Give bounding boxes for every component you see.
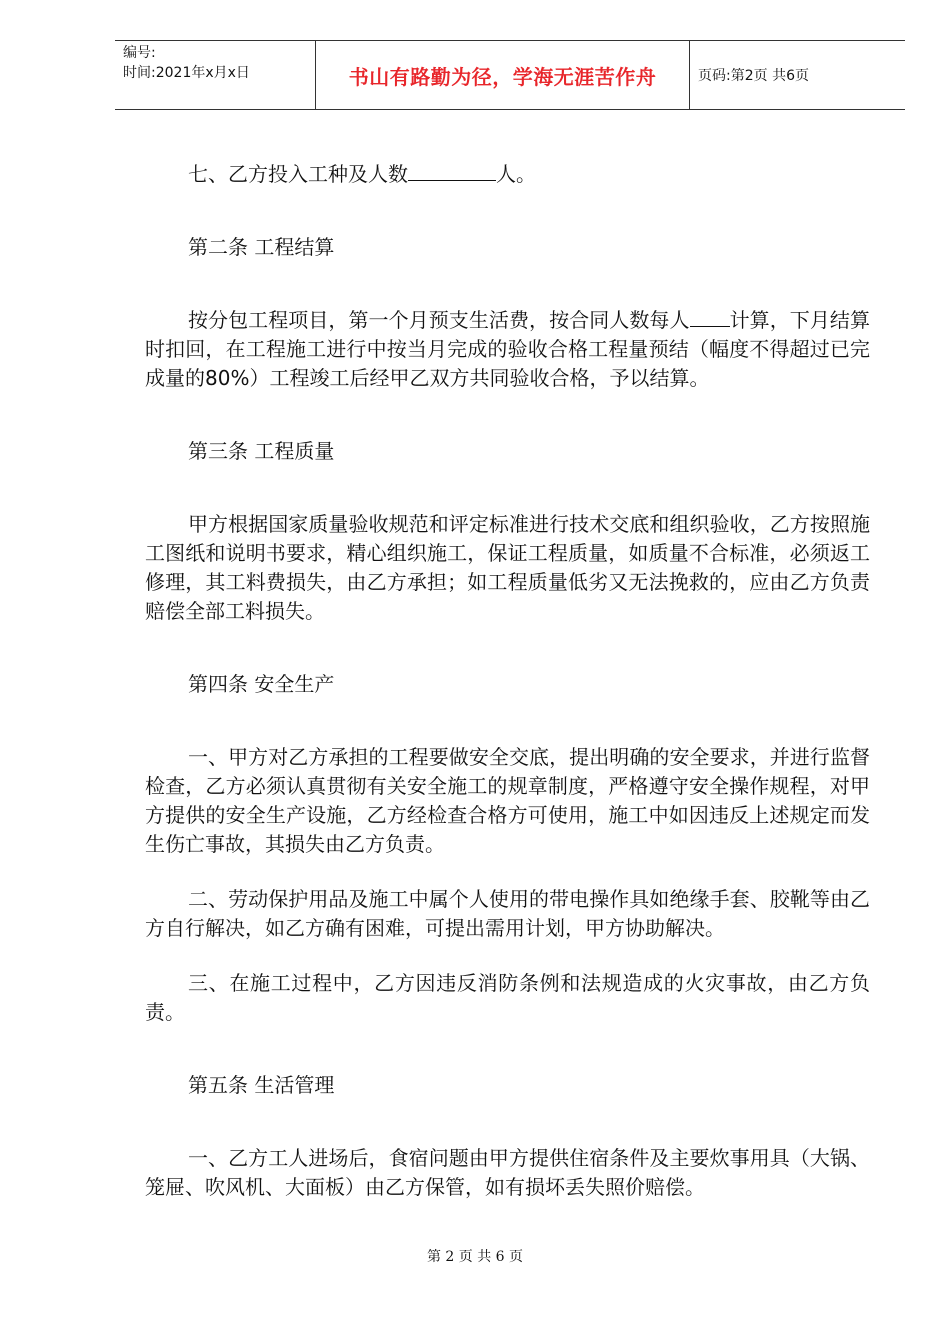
header-meta-cell (115, 41, 316, 109)
fill-in-blank (690, 325, 730, 327)
section-heading-safety: 第四条 安全生产 (188, 672, 335, 696)
page-header (115, 40, 905, 110)
fill-in-blank (408, 179, 496, 181)
paragraph-safety-2: 二、劳动保护用品及施工中属个人使用的带电操作具如绝缘手套、胶靴等由乙方自行解决，如乙方确有困难，可提出需用计划，甲方协助解决。 (145, 887, 870, 940)
header-page-cell (690, 41, 905, 109)
paragraph-settlement: 按分包工程项目，第一个月预支生活费，按合同人数每人 计算，下月结算时扣回，在工程施工进行中按当月完成的验收合格工程量预结（幅度不得超过已完成量的80%）工程竣工后经甲乙双方共同验收合格，予以结算。 (145, 308, 870, 390)
header-motto-cell (316, 41, 690, 109)
document-number-label: 编号: (123, 45, 156, 61)
paragraph-safety-3: 三、在施工过程中，乙方因违反消防条例和法规造成的火灾事故，由乙方负责。 (145, 971, 870, 1024)
document-date-label: 时间:2021年x月x日 (123, 65, 250, 81)
paragraph-quality: 甲方根据国家质量验收规范和评定标准进行技术交底和组织验收，乙方按照施工图纸和说明书要求，精心组织施工，保证工程质量，如质量不合标准，必须返工修理，其工料费损失，由乙方承担；如工程质量低劣又无法挽救的，应由乙方负责赔偿全部工料损失。 (145, 512, 870, 623)
section-heading-settlement: 第二条 工程结算 (188, 235, 335, 259)
header-page-info: 页码:第2页 共6页 (698, 68, 809, 84)
header-motto: 书山有路勤为径，学海无涯苦作舟 (348, 64, 657, 89)
paragraph-safety-1: 一、甲方对乙方承担的工程要做安全交底，提出明确的安全要求，并进行监督检查，乙方必须认真贯彻有关安全施工的规章制度，严格遵守安全操作规程，对甲方提供的安全生产设施，乙方经检查合格方可使用，施工中如因违反上述规定而发生伤亡事故，其损失由乙方负责。 (145, 745, 870, 856)
paragraph-living-1: 一、乙方工人进场后，食宿问题由甲方提供住宿条件及主要炊事用具（大锅、笼屉、吹风机、大面板）由乙方保管，如有损坏丢失照价赔偿。 (145, 1146, 870, 1199)
page-footer: 第 2 页 共 6 页 (426, 1249, 524, 1265)
section-heading-quality: 第三条 工程质量 (188, 439, 335, 463)
section-heading-living: 第五条 生活管理 (188, 1073, 335, 1097)
document-body (145, 160, 870, 1202)
paragraph-worker-count: 七、乙方投入工种及人数 人。 (188, 162, 536, 186)
